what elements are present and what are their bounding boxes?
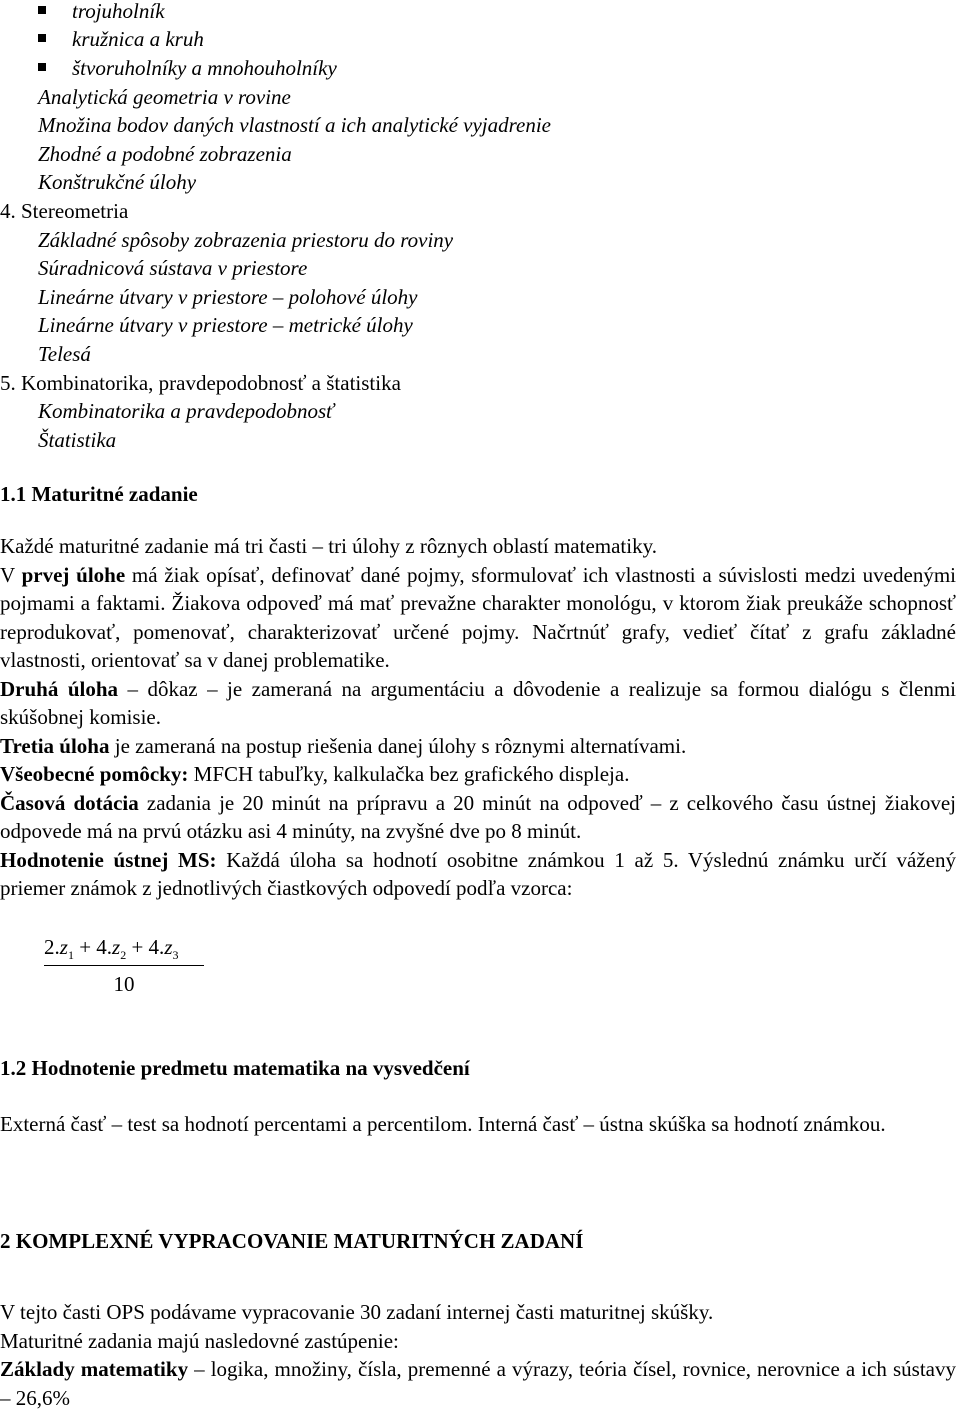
weighted-average-formula	[44, 935, 204, 997]
list-item-text: trojuholník	[72, 0, 165, 23]
list-item-text: kružnica a kruh	[72, 27, 204, 51]
paragraph: V prvej úlohe má žiak opísať, definovať dané pojmy, sformulovať ich vlastnosti a súvislosti medzi uvedenými pojmami a faktami. Žiakova odpoveď má mať prevažne charakter monológu, v ktorom žiak preukáže schopnosť reprodukovať, pomenovať, charakterizovať určené pojmy. Načrtnúť grafy, vedieť čítať z grafu základné vlastnosti, orientovať sa v danej problematike.	[0, 562, 956, 672]
paragraph: Druhá úloha – dôkaz – je zameraná na argumentáciu a dôvodenie a realizuje sa formou dialógu s členmi skúšobnej komisie.	[0, 676, 956, 729]
topic-item: Lineárne útvary v priestore – polohové úlohy	[38, 285, 418, 309]
topic-item: Súradnicová sústava v priestore	[38, 256, 308, 280]
paragraph-block	[0, 1110, 956, 1139]
paragraph: Základy matematiky – logika, množiny, čísla, premenné a výrazy, teória čísel, rovnice, nerovnice a ich sústavy – 26,6%	[0, 1357, 956, 1410]
topic-item: Analytická geometria v rovine	[38, 85, 291, 109]
topic-item: Zhodné a podobné zobrazenia	[38, 142, 292, 166]
section-heading: 1.2 Hodnotenie predmetu matematika na vysvedčení	[0, 1056, 470, 1080]
paragraph: V tejto časti OPS podávame vypracovanie 30 zadaní internej časti maturitnej skúšky.	[0, 1300, 714, 1324]
topic-item: Kombinatorika a pravdepodobnosť	[38, 399, 334, 423]
topic-item: Množina bodov daných vlastností a ich analytické vyjadrenie	[38, 113, 552, 137]
topic-item: Základné spôsoby zobrazenia priestoru do roviny	[38, 228, 454, 252]
square-bullet-icon	[38, 63, 46, 71]
paragraph: Každé maturitné zadanie má tri časti – tri úlohy z rôznych oblastí matematiky.	[0, 534, 657, 558]
paragraph: Maturitné zadania majú nasledovné zastúpenie:	[0, 1328, 399, 1353]
square-bullet-icon	[38, 6, 46, 14]
list-item	[38, 0, 165, 24]
formula-numerator: $2.z_1 + 4.z_2 + 4.z_3$	[44, 935, 204, 966]
square-bullet-icon	[38, 34, 46, 42]
chapter-heading: 2 KOMPLEXNÉ VYPRACOVANIE MATURITNÝCH ZADANÍ	[0, 1229, 584, 1253]
section-title: 5. Kombinatorika, pravdepodobnosť a štatistika	[0, 371, 401, 395]
section-heading: 1.1 Maturitné zadanie	[0, 482, 198, 506]
topic-item: Konštrukčné úlohy	[38, 170, 197, 194]
list-item	[38, 55, 337, 81]
paragraph: Hodnotenie ústnej MS: Každá úloha sa hodnotí osobitne známkou 1 až 5. Výslednú známku určí vážený priemer známok z jednotlivých čiastkových odpovedí podľa vzorca:	[0, 847, 956, 900]
paragraph: Tretia úloha je zameraná na postup riešenia danej úlohy s rôznymi alternatívami.	[0, 733, 687, 758]
topic-item: Lineárne útvary v priestore – metrické úlohy	[38, 313, 413, 337]
paragraph: Časová dotácia zadania je 20 minút na prípravu a 20 minút na odpoveď – z celkového času ústnej žiakovej odpovede má na prvú otázku asi 4 minúty, na zvyšné dve po 8 minút.	[0, 790, 956, 843]
section-title: 4. Stereometria	[0, 199, 129, 223]
list-item	[38, 26, 204, 52]
formula-denominator: 10	[113, 972, 135, 997]
list-item-text: štvoruholníky a mnohouholníky	[72, 56, 337, 80]
topic-item: Štatistika	[38, 428, 117, 452]
paragraph: Všeobecné pomôcky: MFCH tabuľky, kalkulačka bez grafického displeja.	[0, 762, 630, 786]
topic-item: Telesá	[38, 342, 91, 366]
paragraph-block	[0, 1298, 956, 1412]
paragraph-block	[0, 532, 956, 903]
paragraph: Externá časť – test sa hodnotí percentami a percentilom. Interná časť – ústna skúška sa hodnotí známkou.	[0, 1112, 886, 1136]
